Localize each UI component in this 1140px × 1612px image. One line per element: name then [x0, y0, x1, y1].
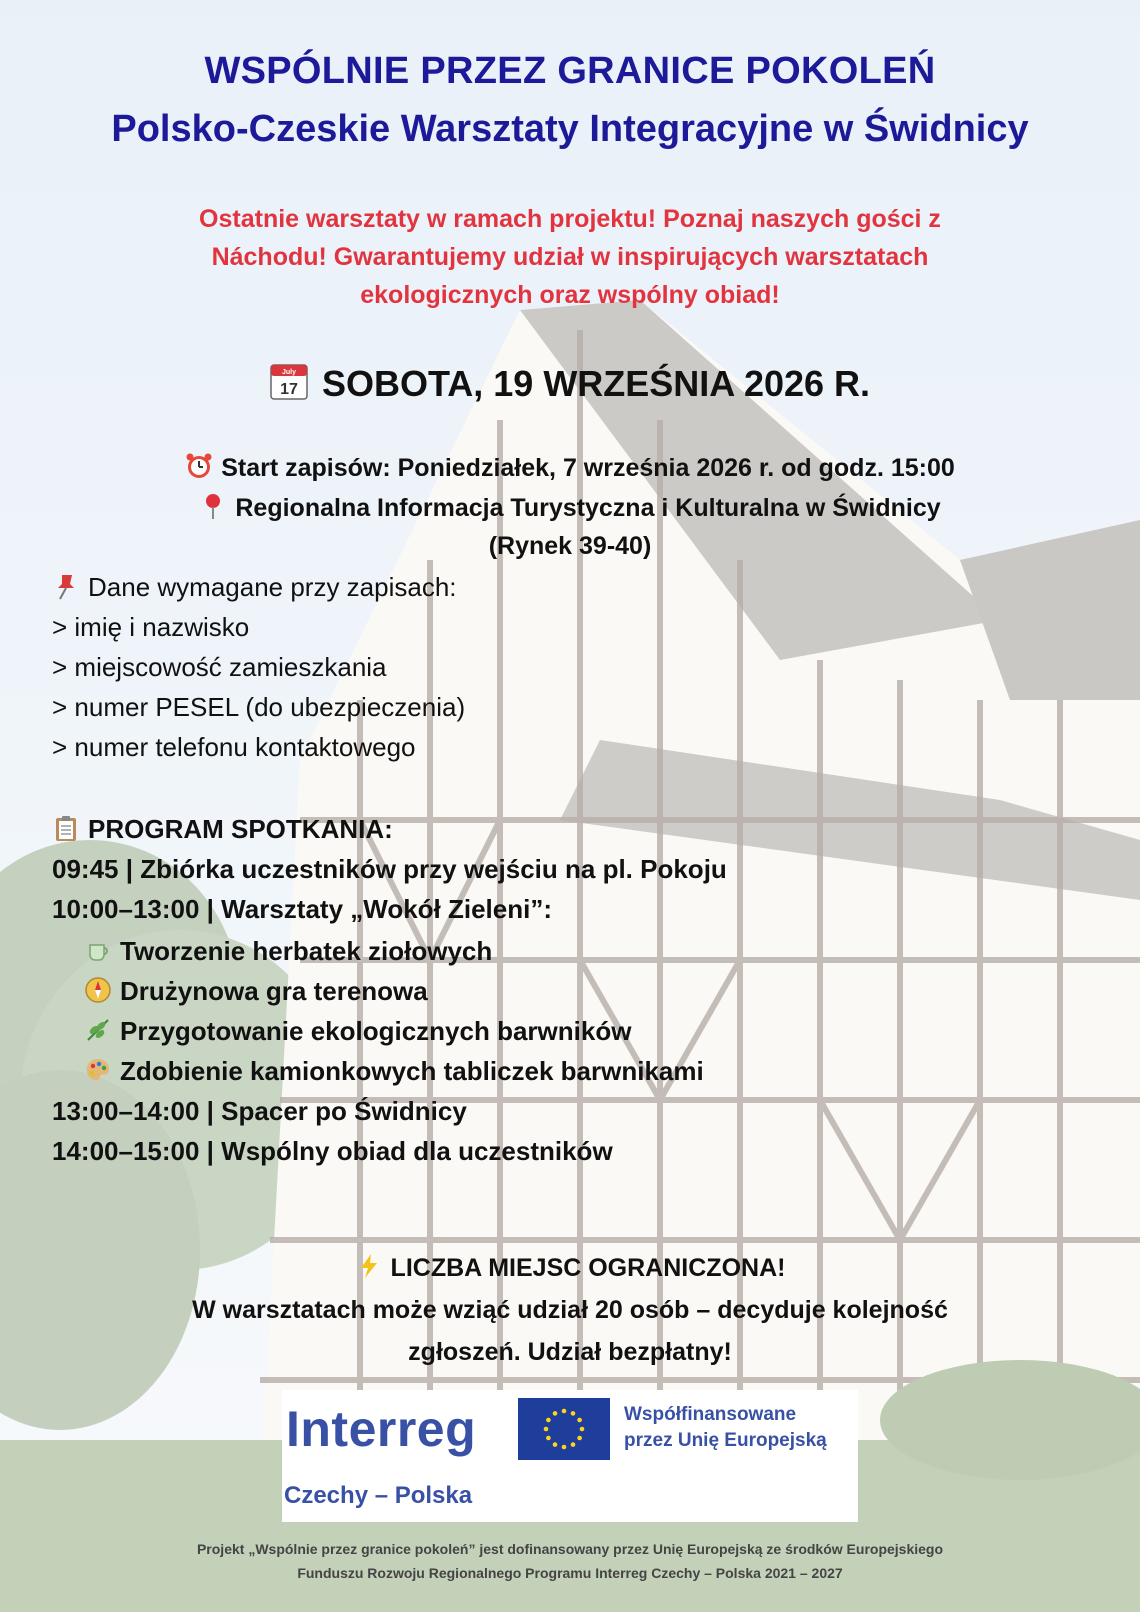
palette-icon	[84, 1056, 112, 1084]
title-line-1: WSPÓLNIE PRZEZ GRANICE POKOLEŃ	[204, 50, 936, 92]
registration-start	[0, 452, 1140, 483]
program-heading-text: PROGRAM SPOTKANIA:	[88, 814, 393, 844]
program-activity	[84, 1056, 704, 1087]
program-line-2: 10:00–13:00 | Warsztaty „Wokół Zieleni”:	[52, 894, 553, 924]
herb-icon	[84, 1016, 112, 1044]
eu-text-line-1: Współfinansowane	[624, 1404, 797, 1425]
tea-cup-icon	[84, 936, 112, 964]
intro-line-2: Náchodu! Gwarantujemy udział w inspirujących warsztatach	[211, 243, 929, 271]
footer-line-1: Projekt „Wspólnie przez granice pokoleń” jest dofinansowany przez Unię Europejską ze środków Europejskiego	[196, 1541, 944, 1557]
intro-line-3: ekologicznych oraz wspólny obiad!	[360, 281, 780, 309]
location-address: (Rynek 39-40)	[488, 532, 652, 560]
interreg-logo: Interreg	[286, 1401, 477, 1457]
intro-text	[90, 200, 1050, 314]
calendar-month: July	[281, 369, 296, 376]
event-date	[0, 362, 1140, 405]
program-heading	[52, 814, 393, 845]
limit-heading	[0, 1247, 1140, 1289]
requirement-item: > numer PESEL (do ubezpieczenia)	[52, 692, 466, 722]
location	[0, 492, 1140, 523]
lightning-icon	[355, 1252, 383, 1280]
eu-flag-icon	[518, 1398, 610, 1460]
clipboard-icon	[52, 814, 80, 842]
title-line-2: Polsko-Czeskie Warsztaty Integracyjne w Świdnicy	[111, 108, 1029, 150]
compass-icon	[84, 976, 112, 1004]
funding-logos	[282, 1390, 858, 1522]
program-line-4: 14:00–15:00 | Wspólny obiad dla uczestników	[52, 1136, 613, 1166]
requirement-item: > miejscowość zamieszkania	[52, 652, 387, 682]
requirement-item: > imię i nazwisko	[52, 612, 250, 642]
pushpin-icon	[52, 572, 80, 600]
intro-line-1: Ostatnie warsztaty w ramach projektu! Poznaj naszych gości z	[199, 205, 941, 233]
program-activity-text: Przygotowanie ekologicznych barwników	[120, 1016, 632, 1046]
interreg-subtitle: Czechy – Polska	[284, 1482, 473, 1509]
requirements-heading-text: Dane wymagane przy zapisach:	[88, 572, 457, 602]
alarm-clock-icon	[185, 452, 213, 480]
program-line-3: 13:00–14:00 | Spacer po Świdnicy	[52, 1096, 467, 1126]
requirements-heading	[52, 572, 457, 603]
limit-heading-text: LICZBA MIEJSC OGRANICZONA!	[390, 1254, 786, 1282]
footer-line-2: Funduszu Rozwoju Regionalnego Programu Interreg Czechy – Polska 2021 – 2027	[297, 1565, 843, 1581]
program-line-1: 09:45 | Zbiórka uczestników przy wejściu na pl. Pokoju	[52, 854, 727, 884]
program-activity-text: Zdobienie kamionkowych tabliczek barwnikami	[120, 1056, 704, 1086]
eu-cofinancing-label	[624, 1402, 827, 1454]
location-pin-icon	[199, 492, 227, 520]
calendar-day: 17	[280, 381, 298, 398]
registration-start-text: Start zapisów: Poniedziałek, 7 września 2026 r. od godz. 15:00	[221, 454, 955, 482]
location-text: Regionalna Informacja Turystyczna i Kulturalna w Świdnicy	[235, 494, 941, 522]
calendar-icon	[270, 362, 308, 400]
program-activity	[84, 976, 428, 1007]
limit-section	[0, 1247, 1140, 1373]
limit-line-2: zgłoszeń. Udział bezpłatny!	[408, 1338, 732, 1366]
limit-line-1: W warsztatach może wziąć udział 20 osób – decyduje kolejność	[192, 1296, 948, 1324]
program-activity-text: Tworzenie herbatek ziołowych	[120, 936, 493, 966]
event-date-text: SOBOTA, 19 WRZEŚNIA 2026 R.	[321, 363, 871, 404]
requirement-item: > numer telefonu kontaktowego	[52, 732, 416, 762]
program-activity	[84, 1016, 631, 1047]
program-activity	[84, 936, 492, 967]
eu-text-line-2: przez Unię Europejską	[624, 1430, 827, 1451]
program-activity-text: Drużynowa gra terenowa	[120, 976, 428, 1006]
footer-note	[80, 1537, 1060, 1585]
